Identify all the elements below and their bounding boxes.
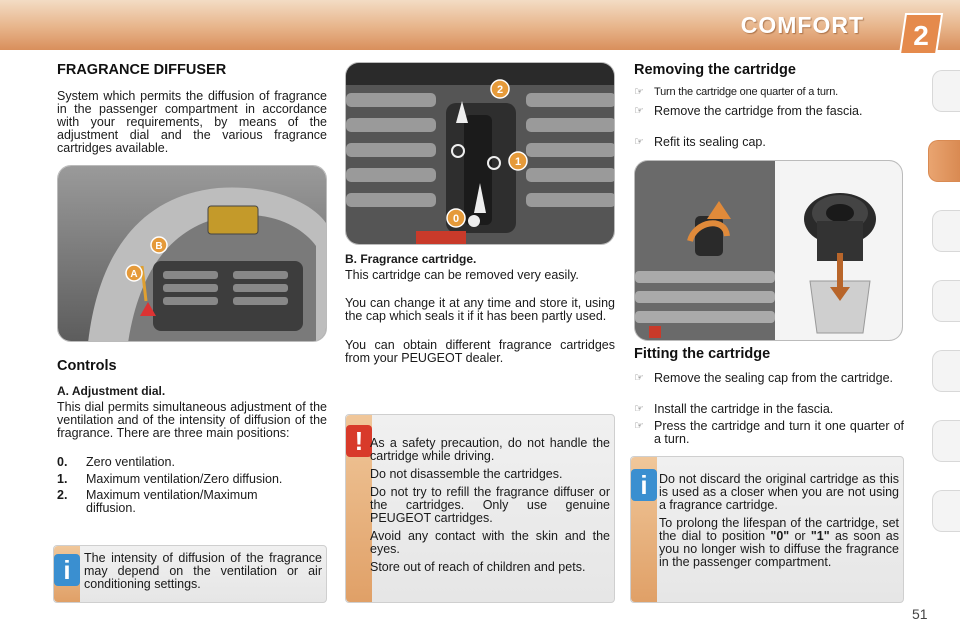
section-title-removing: Removing the cartridge bbox=[634, 62, 796, 78]
thumb-tab-active[interactable] bbox=[928, 140, 960, 182]
position-text: Maximum ventilation/Maximum diffusion. bbox=[86, 488, 258, 515]
section-title-controls: Controls bbox=[57, 358, 117, 374]
removing-step: ☞ Refit its sealing cap. bbox=[634, 135, 766, 149]
warning-paragraph: Do not try to refill the fragrance diffuser or the cartridges. Only use genuine PEUGEOT cartridges. bbox=[370, 485, 610, 525]
warning-paragraph: Avoid any contact with the skin and the eyes. bbox=[370, 529, 610, 556]
position-number: 1. bbox=[57, 472, 68, 486]
thumb-tab[interactable] bbox=[932, 490, 960, 532]
thumb-tab[interactable] bbox=[932, 350, 960, 392]
dial-label-2: 2 bbox=[496, 84, 504, 96]
warning-icon: ! bbox=[346, 425, 372, 457]
warning-note bbox=[345, 414, 615, 603]
page-header bbox=[0, 0, 960, 56]
info-icon: i bbox=[54, 554, 80, 586]
warning-paragraph: As a safety precaution, do not handle the cartridge while driving. bbox=[370, 436, 610, 463]
position-number: 0. bbox=[57, 455, 68, 469]
pointing-hand-icon: ☞ bbox=[634, 372, 644, 384]
page-number: 51 bbox=[912, 606, 928, 622]
fitting-step: ☞ Remove the sealing cap from the cartridge. bbox=[634, 371, 894, 385]
removing-step: ☞ Turn the cartridge one quarter of a turn. bbox=[634, 86, 838, 98]
info-note-left bbox=[53, 545, 327, 603]
pointing-hand-icon: ☞ bbox=[634, 86, 644, 98]
cartridge-paragraph: You can change it at any time and store it, using the cap which seals it if it has been partly used. bbox=[345, 296, 615, 323]
info-paragraph: Do not discard the original cartridge as this is used as a closer when you are not using a fragrance cartridge. bbox=[659, 472, 899, 512]
position-number: 2. bbox=[57, 488, 68, 502]
info-note-left-text: The intensity of diffusion of the fragrance may depend on the ventilation or air conditioning settings. bbox=[84, 551, 322, 591]
position-item bbox=[57, 489, 327, 517]
adjustment-dial-label: A. Adjustment dial. bbox=[57, 384, 166, 398]
cartridge-photo bbox=[634, 160, 903, 341]
info-icon: i bbox=[631, 469, 657, 501]
photo-label-a: A bbox=[130, 269, 138, 280]
section-title-fitting: Fitting the cartridge bbox=[634, 346, 771, 362]
position-item bbox=[57, 473, 327, 487]
thumb-tab[interactable] bbox=[932, 420, 960, 462]
pointing-hand-icon: ☞ bbox=[634, 403, 644, 415]
warning-paragraph: Do not disassemble the cartridges. bbox=[370, 467, 563, 481]
pointing-hand-icon: ☞ bbox=[634, 136, 644, 148]
cartridge-paragraph: This cartridge can be removed very easily. bbox=[345, 268, 579, 282]
fragrance-cartridge-label: B. Fragrance cartridge. bbox=[345, 252, 477, 266]
adjustment-dial-text: This dial permits simultaneous adjustment of the ventilation and of the intensity of diffusion of the fragrance. There are three main positions: bbox=[57, 400, 327, 440]
chapter-thumb-tabs bbox=[926, 70, 960, 578]
info-note-right-text bbox=[659, 473, 899, 574]
fitting-step: ☞ Install the cartridge in the fascia. bbox=[634, 402, 834, 416]
chapter-number-badge bbox=[898, 12, 944, 56]
position-item bbox=[57, 456, 327, 470]
chapter-title: COMFORT bbox=[740, 12, 864, 38]
warning-note-text bbox=[370, 437, 610, 579]
dial-photo bbox=[345, 62, 615, 245]
thumb-tab[interactable] bbox=[932, 280, 960, 322]
info-note-right bbox=[630, 456, 904, 603]
dashboard-photo bbox=[57, 165, 327, 342]
removing-step: ☞ Remove the cartridge from the fascia. bbox=[634, 104, 863, 118]
pointing-hand-icon: ☞ bbox=[634, 105, 644, 117]
section-title-fragrance: FRAGRANCE DIFFUSER bbox=[57, 62, 227, 78]
dial-label-1: 1 bbox=[514, 156, 522, 168]
chapter-number: 2 bbox=[913, 20, 929, 51]
fitting-step: ☞ Press the cartridge and turn it one quarter of a turn. bbox=[634, 419, 904, 446]
position-text: Zero ventilation. bbox=[86, 455, 175, 469]
warning-paragraph: Store out of reach of children and pets. bbox=[370, 560, 586, 574]
dial-label-0: 0 bbox=[452, 213, 460, 225]
thumb-tab[interactable] bbox=[932, 210, 960, 252]
position-text: Maximum ventilation/Zero diffusion. bbox=[86, 472, 283, 486]
cartridge-paragraph: You can obtain different fragrance cartridges from your PEUGEOT dealer. bbox=[345, 338, 615, 365]
fragrance-intro: System which permits the diffusion of fragrance in the passenger compartment in accordance with your requirements, by means of the adjustment dial and the various fragrance cartridges available. bbox=[57, 89, 327, 155]
info-paragraph: To prolong the lifespan of the cartridge, set the dial to position "0" or "1" as soon as you no longer wish to diffuse the fragrance in the passenger compartment. bbox=[659, 516, 899, 569]
pointing-hand-icon: ☞ bbox=[634, 420, 644, 432]
photo-label-b: B bbox=[155, 241, 163, 252]
thumb-tab[interactable] bbox=[932, 70, 960, 112]
